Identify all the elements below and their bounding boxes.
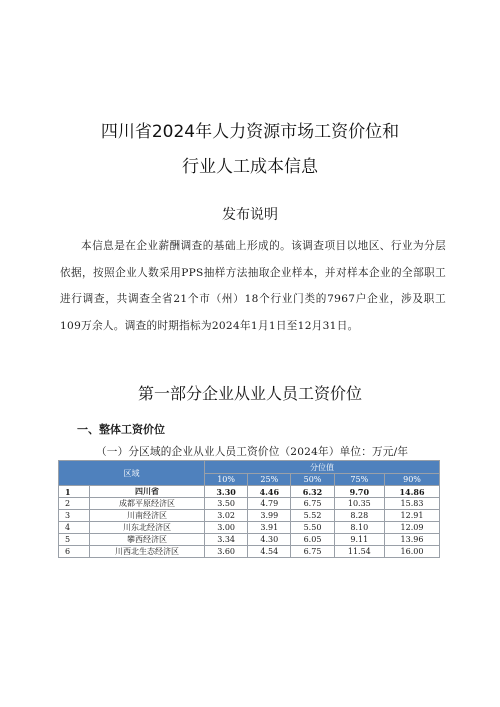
- value-cell: 10.35: [334, 498, 384, 510]
- value-cell: 11.54: [334, 546, 384, 558]
- value-cell: 8.28: [334, 510, 384, 522]
- percentile-header: 90%: [385, 474, 440, 486]
- value-cell: 3.91: [248, 522, 291, 534]
- region-cell: 攀西经济区: [90, 534, 205, 546]
- table-caption: （一）分区域的企业从业人员工资价位（2024年）单位：万元/年: [96, 446, 409, 458]
- value-cell: 6.75: [291, 498, 334, 510]
- value-cell: 3.30: [205, 486, 248, 498]
- section-heading: 一、整体工资价位: [77, 423, 165, 436]
- intro-paragraph: 本信息是在企业薪酬调查的基础上形成的。该调查项目以地区、行业为分层依据，按照企业人数采用PPS抽样方法抽取企业样本，并对样本企业的全部职工进行调查，共调查全省21个市（州）18个行业门类的7967户企业，涉及职工109万余人。调查的时期指标为2024年1月1日至12月31日。: [60, 240, 446, 332]
- value-cell: 9.70: [334, 486, 384, 498]
- value-cell: 3.50: [205, 498, 248, 510]
- value-cell: 4.79: [248, 498, 291, 510]
- release-notes-heading: 发布说明: [222, 207, 278, 223]
- value-cell: 4.54: [248, 546, 291, 558]
- value-cell: 8.10: [334, 522, 384, 534]
- percentile-header: 10%: [205, 474, 248, 486]
- row-index: 3: [59, 510, 90, 522]
- doc-title-line2: 行业人工成本信息: [182, 157, 318, 177]
- value-cell: 16.00: [385, 546, 440, 558]
- value-cell: 3.02: [205, 510, 248, 522]
- row-index: 1: [59, 486, 90, 498]
- table-row: [59, 498, 440, 510]
- value-cell: 5.52: [291, 510, 334, 522]
- region-cell: 川西北生态经济区: [90, 546, 205, 558]
- value-cell: 5.50: [291, 522, 334, 534]
- value-cell: 12.91: [385, 510, 440, 522]
- wage-table: [58, 460, 440, 558]
- doc-title-line1: 四川省2024年人力资源市场工资价位和: [100, 122, 400, 142]
- row-index: 4: [59, 522, 90, 534]
- region-cell: 川东北经济区: [90, 522, 205, 534]
- value-cell: 4.46: [248, 486, 291, 498]
- table-row: [59, 534, 440, 546]
- value-cell: 14.86: [385, 486, 440, 498]
- region-cell: 四川省: [90, 486, 205, 498]
- value-cell: 6.05: [291, 534, 334, 546]
- percentile-header: 50%: [291, 474, 334, 486]
- percentile-header: 25%: [248, 474, 291, 486]
- table-row: [59, 546, 440, 558]
- percentile-header: 75%: [334, 474, 384, 486]
- table-row: [59, 510, 440, 522]
- value-cell: 3.34: [205, 534, 248, 546]
- value-cell: 12.09: [385, 522, 440, 534]
- row-index: 6: [59, 546, 90, 558]
- value-cell: 3.99: [248, 510, 291, 522]
- value-cell: 4.30: [248, 534, 291, 546]
- value-cell: 6.75: [291, 546, 334, 558]
- value-cell: 9.11: [334, 534, 384, 546]
- region-header: 区域: [59, 461, 205, 486]
- percentile-group-header: 分位值: [205, 461, 440, 474]
- value-cell: 13.96: [385, 534, 440, 546]
- row-index: 2: [59, 498, 90, 510]
- row-index: 5: [59, 534, 90, 546]
- table-row: [59, 522, 440, 534]
- value-cell: 15.83: [385, 498, 440, 510]
- value-cell: 3.00: [205, 522, 248, 534]
- value-cell: 6.32: [291, 486, 334, 498]
- table-row: [59, 486, 440, 498]
- part-one-title: 第一部分企业从业人员工资价位: [137, 384, 362, 403]
- region-cell: 成都平原经济区: [90, 498, 205, 510]
- value-cell: 3.60: [205, 546, 248, 558]
- region-cell: 川南经济区: [90, 510, 205, 522]
